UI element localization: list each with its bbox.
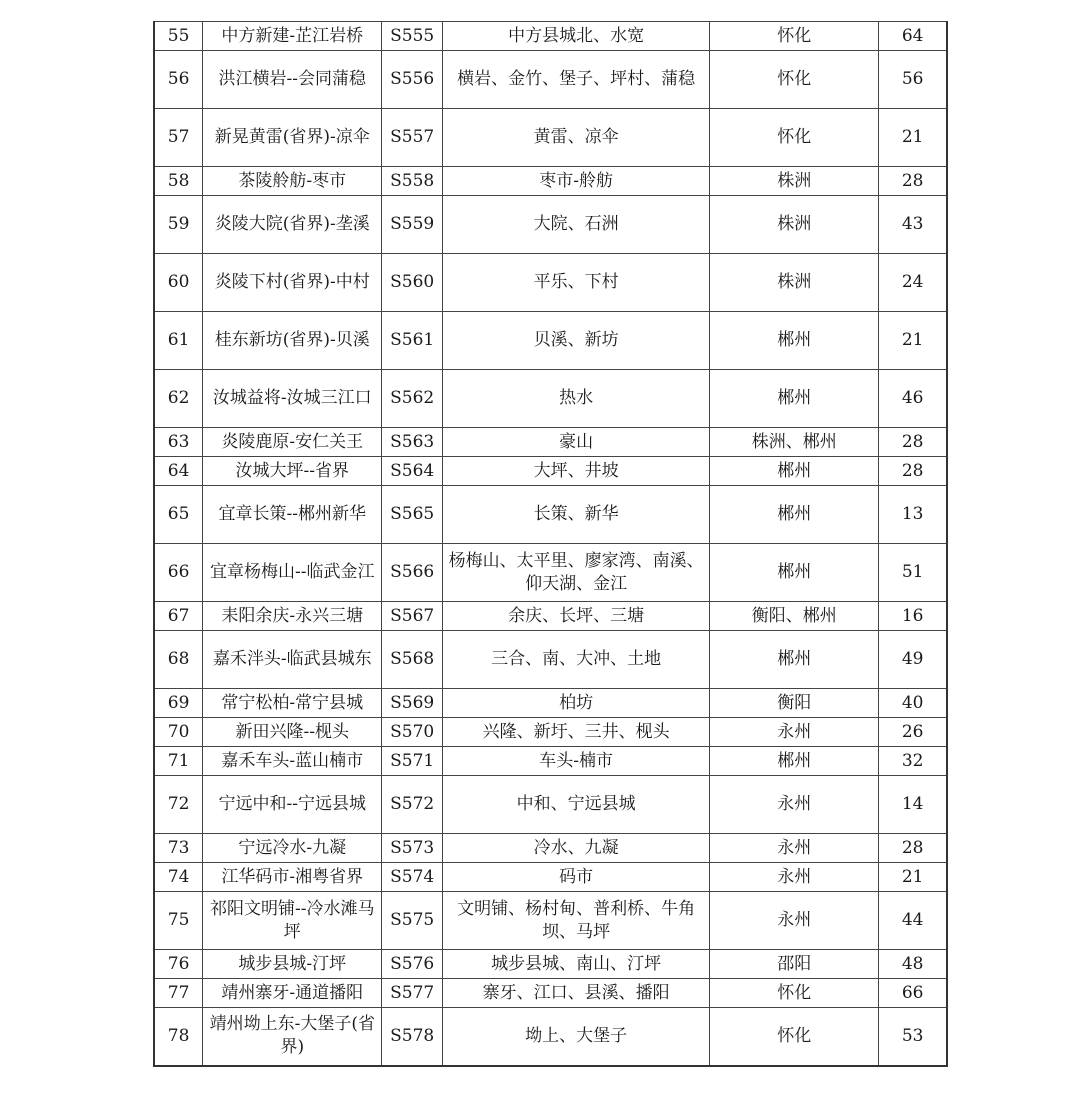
table-row [154, 457, 947, 486]
row-number: 58 [154, 167, 203, 196]
towns-passed: 杨梅山、太平里、廖家湾、南溪、仰天湖、金江 [442, 544, 709, 602]
table-row [154, 631, 947, 689]
route-code: S557 [382, 109, 442, 167]
route-length: 56 [879, 51, 947, 109]
route-length: 40 [879, 689, 947, 718]
route-length: 44 [879, 892, 947, 950]
towns-passed: 车头-楠市 [442, 747, 709, 776]
towns-passed: 长策、新华 [442, 486, 709, 544]
city: 郴州 [710, 312, 879, 370]
row-number: 60 [154, 254, 203, 312]
route-code: S576 [382, 950, 442, 979]
table-row [154, 689, 947, 718]
route-length: 51 [879, 544, 947, 602]
route-name: 宁远冷水-九凝 [203, 834, 382, 863]
route-name: 宁远中和--宁远县城 [203, 776, 382, 834]
towns-passed: 柏坊 [442, 689, 709, 718]
row-number: 69 [154, 689, 203, 718]
row-number: 63 [154, 428, 203, 457]
city: 永州 [710, 718, 879, 747]
route-length: 21 [879, 109, 947, 167]
route-name: 常宁松柏-常宁县城 [203, 689, 382, 718]
row-number: 66 [154, 544, 203, 602]
row-number: 78 [154, 1008, 203, 1066]
towns-passed: 中方县城北、水宽 [442, 22, 709, 51]
table-row [154, 544, 947, 602]
city: 怀化 [710, 109, 879, 167]
route-code: S566 [382, 544, 442, 602]
row-number: 72 [154, 776, 203, 834]
route-name: 洪江横岩--会同蒲稳 [203, 51, 382, 109]
towns-passed: 三合、南、大冲、土地 [442, 631, 709, 689]
row-number: 73 [154, 834, 203, 863]
route-code: S568 [382, 631, 442, 689]
row-number: 65 [154, 486, 203, 544]
route-name: 桂东新坊(省界)-贝溪 [203, 312, 382, 370]
route-name: 新田兴隆--枧头 [203, 718, 382, 747]
route-code: S572 [382, 776, 442, 834]
city: 衡阳、郴州 [710, 602, 879, 631]
row-number: 77 [154, 979, 203, 1008]
route-code: S558 [382, 167, 442, 196]
route-name: 祁阳文明铺--冷水滩马坪 [203, 892, 382, 950]
row-number: 57 [154, 109, 203, 167]
route-length: 53 [879, 1008, 947, 1066]
city: 永州 [710, 834, 879, 863]
route-length: 16 [879, 602, 947, 631]
city: 郴州 [710, 544, 879, 602]
table-row [154, 602, 947, 631]
row-number: 67 [154, 602, 203, 631]
route-length: 28 [879, 167, 947, 196]
route-name: 靖州寨牙-通道播阳 [203, 979, 382, 1008]
city: 株洲 [710, 254, 879, 312]
route-length: 26 [879, 718, 947, 747]
route-name: 炎陵下村(省界)-中村 [203, 254, 382, 312]
row-number: 64 [154, 457, 203, 486]
route-code: S564 [382, 457, 442, 486]
route-code: S565 [382, 486, 442, 544]
table-row [154, 979, 947, 1008]
route-length: 21 [879, 312, 947, 370]
table-row [154, 950, 947, 979]
route-length: 64 [879, 22, 947, 51]
city: 郴州 [710, 631, 879, 689]
towns-passed: 黄雷、凉伞 [442, 109, 709, 167]
city: 郴州 [710, 457, 879, 486]
row-number: 76 [154, 950, 203, 979]
city: 怀化 [710, 1008, 879, 1066]
route-length: 48 [879, 950, 947, 979]
route-code: S559 [382, 196, 442, 254]
route-code: S561 [382, 312, 442, 370]
route-length: 49 [879, 631, 947, 689]
table-row [154, 718, 947, 747]
towns-passed: 文明铺、杨村甸、普利桥、牛角坝、马坪 [442, 892, 709, 950]
route-name: 江华码市-湘粤省界 [203, 863, 382, 892]
route-name: 靖州坳上东-大堡子(省界) [203, 1008, 382, 1066]
table-row [154, 428, 947, 457]
towns-passed: 豪山 [442, 428, 709, 457]
row-number: 59 [154, 196, 203, 254]
route-code: S569 [382, 689, 442, 718]
route-name: 宜章杨梅山--临武金江 [203, 544, 382, 602]
towns-passed: 平乐、下村 [442, 254, 709, 312]
route-length: 28 [879, 834, 947, 863]
city: 株洲 [710, 167, 879, 196]
provincial-road-table [153, 21, 948, 1067]
towns-passed: 寨牙、江口、县溪、播阳 [442, 979, 709, 1008]
route-name: 宜章长策--郴州新华 [203, 486, 382, 544]
city: 郴州 [710, 747, 879, 776]
city: 永州 [710, 863, 879, 892]
route-length: 24 [879, 254, 947, 312]
route-code: S577 [382, 979, 442, 1008]
row-number: 75 [154, 892, 203, 950]
city: 怀化 [710, 979, 879, 1008]
row-number: 62 [154, 370, 203, 428]
route-length: 32 [879, 747, 947, 776]
row-number: 55 [154, 22, 203, 51]
city: 怀化 [710, 22, 879, 51]
route-code: S571 [382, 747, 442, 776]
table-row [154, 51, 947, 109]
towns-passed: 大院、石洲 [442, 196, 709, 254]
route-length: 66 [879, 979, 947, 1008]
city: 邵阳 [710, 950, 879, 979]
towns-passed: 冷水、九凝 [442, 834, 709, 863]
route-name: 城步县城-汀坪 [203, 950, 382, 979]
city: 永州 [710, 776, 879, 834]
row-number: 71 [154, 747, 203, 776]
towns-passed: 枣市-舲舫 [442, 167, 709, 196]
towns-passed: 坳上、大堡子 [442, 1008, 709, 1066]
city: 衡阳 [710, 689, 879, 718]
road-table-page [153, 21, 948, 1067]
route-code: S562 [382, 370, 442, 428]
table-row [154, 776, 947, 834]
table-row [154, 312, 947, 370]
table-row [154, 370, 947, 428]
route-code: S560 [382, 254, 442, 312]
table-row [154, 1008, 947, 1066]
table-row [154, 167, 947, 196]
row-number: 61 [154, 312, 203, 370]
table-row [154, 196, 947, 254]
towns-passed: 热水 [442, 370, 709, 428]
towns-passed: 中和、宁远县城 [442, 776, 709, 834]
row-number: 74 [154, 863, 203, 892]
route-code: S574 [382, 863, 442, 892]
table-row [154, 254, 947, 312]
city: 株洲、郴州 [710, 428, 879, 457]
route-name: 耒阳余庆-永兴三塘 [203, 602, 382, 631]
route-code: S573 [382, 834, 442, 863]
table-row [154, 892, 947, 950]
row-number: 68 [154, 631, 203, 689]
route-length: 28 [879, 457, 947, 486]
route-code: S563 [382, 428, 442, 457]
table-row [154, 863, 947, 892]
route-length: 46 [879, 370, 947, 428]
route-name: 嘉禾泮头-临武县城东 [203, 631, 382, 689]
row-number: 56 [154, 51, 203, 109]
route-name: 汝城益将-汝城三江口 [203, 370, 382, 428]
route-name: 新晃黄雷(省界)-凉伞 [203, 109, 382, 167]
table-row [154, 834, 947, 863]
route-name: 茶陵舲舫-枣市 [203, 167, 382, 196]
towns-passed: 码市 [442, 863, 709, 892]
towns-passed: 大坪、井坡 [442, 457, 709, 486]
route-name: 中方新建-芷江岩桥 [203, 22, 382, 51]
route-length: 14 [879, 776, 947, 834]
route-code: S556 [382, 51, 442, 109]
towns-passed: 横岩、金竹、堡子、坪村、蒲稳 [442, 51, 709, 109]
route-length: 28 [879, 428, 947, 457]
table-row [154, 486, 947, 544]
towns-passed: 贝溪、新坊 [442, 312, 709, 370]
city: 怀化 [710, 51, 879, 109]
city: 株洲 [710, 196, 879, 254]
route-name: 炎陵鹿原-安仁关王 [203, 428, 382, 457]
towns-passed: 城步县城、南山、汀坪 [442, 950, 709, 979]
route-code: S575 [382, 892, 442, 950]
city: 永州 [710, 892, 879, 950]
row-number: 70 [154, 718, 203, 747]
towns-passed: 兴隆、新圩、三井、枧头 [442, 718, 709, 747]
route-length: 43 [879, 196, 947, 254]
towns-passed: 余庆、长坪、三塘 [442, 602, 709, 631]
route-code: S570 [382, 718, 442, 747]
table-row [154, 22, 947, 51]
route-name: 汝城大坪--省界 [203, 457, 382, 486]
table-row [154, 109, 947, 167]
city: 郴州 [710, 486, 879, 544]
table-row [154, 747, 947, 776]
route-name: 炎陵大院(省界)-垄溪 [203, 196, 382, 254]
route-code: S555 [382, 22, 442, 51]
city: 郴州 [710, 370, 879, 428]
route-length: 21 [879, 863, 947, 892]
route-code: S578 [382, 1008, 442, 1066]
route-code: S567 [382, 602, 442, 631]
route-length: 13 [879, 486, 947, 544]
route-name: 嘉禾车头-蓝山楠市 [203, 747, 382, 776]
